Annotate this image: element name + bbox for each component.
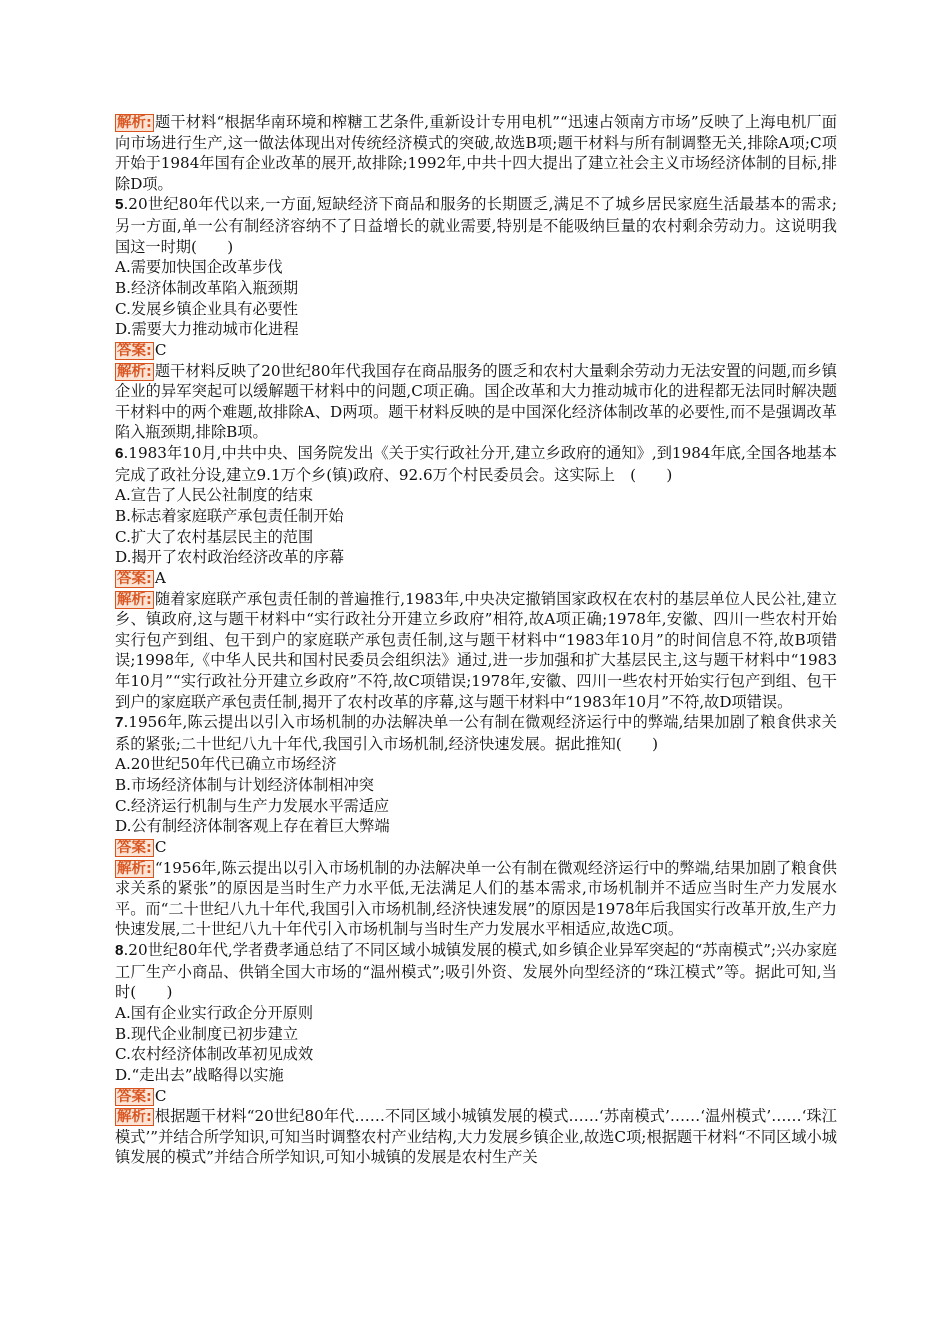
answer-label: 答案: — [117, 840, 152, 857]
question-text: .1956年,陈云提出以引入市场机制的办法解决单一公有制在微观经济运行中的弊端,结果加剧了粮食供求关系的紧张;二十世纪八九十年代,我国引入市场机制,经济快速发展。据此推知( ) — [115, 713, 837, 753]
answer-option: A.需要加快国企改革步伐 — [115, 258, 283, 277]
question-stem — [115, 940, 837, 1003]
answer-line — [115, 340, 837, 361]
answer-option: B.经济体制改革陷入瓶颈期 — [115, 278, 299, 297]
answer-option: C.农村经济体制改革初见成效 — [115, 1045, 314, 1064]
analysis-label: 解析: — [117, 1109, 152, 1126]
analysis-paragraph — [115, 1106, 837, 1168]
analysis-label: 解析: — [117, 363, 152, 380]
question-text: .20世纪80年代以来,一方面,短缺经济下商品和服务的长期匮乏,满足不了城乡居民家庭生活最基本的需求;另一方面,单一公有制经济容纳不了日益增长的就业需要,特别是不能吸纳巨量的农村剩余劳动力。这说明我国这一时期( ) — [115, 195, 837, 256]
answer-option: B.标志着家庭联产承包责任制开始 — [115, 506, 344, 525]
answer-option: D.需要大力推动城市化进程 — [115, 320, 299, 339]
answer-line — [115, 568, 837, 589]
question-stem — [115, 194, 837, 257]
answer-option: B.现代企业制度已初步建立 — [115, 1024, 299, 1043]
answer-option: D.揭开了农村政治经济改革的序幕 — [115, 548, 345, 567]
question-number: 7 — [115, 714, 124, 732]
answer-option: D.“走出去”战略得以实施 — [115, 1065, 284, 1084]
answer-option: C.扩大了农村基层民主的范围 — [115, 527, 314, 546]
answer-label: 答案: — [117, 1088, 152, 1105]
answer-value: C — [154, 838, 167, 857]
question-text: .1983年10月,中共中央、国务院发出《关于实行政社分开,建立乡政府的通知》,到1984年底,全国各地基本完成了政社分设,建立9.1万个乡(镇)政府、92.6万个村民委员会。这实际上 ( ) — [115, 443, 837, 484]
answer-label: 答案: — [117, 570, 152, 587]
analysis-paragraph — [115, 858, 837, 940]
answer-value: A — [154, 568, 166, 587]
question-stem — [115, 443, 837, 485]
answer-option: C.发展乡镇企业具有必要性 — [115, 299, 298, 318]
analysis-text: 题干材料反映了20世纪80年代我国存在商品服务的匮乏和农村大量剩余劳动力无法安置的问题,而乡镇企业的异军突起可以缓解题干材料中的问题,C项正确。国企改革和大力推动城市化的进程都无法同时解决题干材料中的两个难题,故排除A、D两项。题干材料反映的是中国深化经济体制改革的必要性,而不是强调改革陷入瓶颈期,排除B项。 — [115, 361, 837, 442]
question-stem — [115, 712, 837, 754]
answer-value: C — [154, 340, 167, 359]
analysis-text: 根据题干材料“20世纪80年代……不同区域小城镇发展的模式……‘苏南模式’……‘温州模式’……‘珠江模式’”并结合所学知识,可知当时调整农村产业结构,大力发展乡镇企业,故选C项;根据题干材料“不同区域小城镇发展的模式”并结合所学知识,可知小城镇的发展是农村生产关 — [115, 1107, 837, 1167]
answer-value: C — [154, 1086, 167, 1105]
question-text: .20世纪80年代,学者费孝通总结了不同区域小城镇发展的模式,如乡镇企业异军突起的“苏南模式”;兴办家庭工厂生产小商品、供销全国大市场的“温州模式”;吸引外资、发展外向型经济的“珠江模式”等。据此可知,当时( ) — [115, 941, 837, 1002]
analysis-label: 解析: — [117, 860, 152, 877]
analysis-text: 题干材料“根据华南环境和榨糖工艺条件,重新设计专用电机”“迅速占领南方市场”反映了上海电机厂面向市场进行生产,这一做法体现出对传统经济模式的突破,故选B项;题干材料与所有制调整无关,排除A项;C项开始于1984年国有企业改革的展开,故排除;1992年,中共十四大提出了建立社会主义市场经济体制的目标,排除D项。 — [115, 113, 837, 193]
analysis-label: 解析: — [117, 591, 152, 608]
answer-line — [115, 837, 837, 858]
analysis-paragraph — [115, 361, 837, 443]
answer-label: 答案: — [117, 342, 152, 359]
answer-option: A.20世纪50年代已确立市场经济 — [115, 755, 337, 774]
question-number: 8 — [115, 942, 124, 960]
analysis-text: 随着家庭联产承包责任制的普遍推行,1983年,中央决定撤销国家政权在农村的基层单位人民公社,建立乡、镇政府,这与题干材料中“实行政社分开建立乡政府”相符,故A项正确;1978年,安徽、四川一些农村开始实行包产到组、包干到户的家庭联产承包责任制,这与题干材料中“1983年10月”的时间信息不符,故B项错误;1998年,《中华人民共和国村民委员会组织法》通过,进一步加强和扩大基层民主,这与题干材料中“1983年10月”“实行政社分开建立乡政府”不符,故C项错误;1978年,安徽、四川一些农村开始实行包产到组、包干到户的家庭联产承包责任制,揭开了农村改革的序幕,这与题干材料中“1983年10月”不符,故D项错误。 — [115, 589, 837, 711]
analysis-text: “1956年,陈云提出以引入市场机制的办法解决单一公有制在微观经济运行中的弊端,结果加剧了粮食供求关系的紧张”的原因是当时生产力水平低,无法满足人们的基本需求,市场机制并不适应当时生产力发展水平。而“二十世纪八九十年代,我国引入市场机制,经济快速发展”的原因是1978年后我国实行改革开放,生产力快速发展,二十世纪八九十年代引入市场机制与当时生产力发展水平相适应,故选C项。 — [115, 858, 837, 939]
answer-option: A.宣告了人民公社制度的结束 — [115, 486, 314, 505]
question-number: 6 — [115, 444, 124, 462]
analysis-label: 解析: — [117, 115, 152, 131]
answer-option: B.市场经济体制与计划经济体制相冲突 — [115, 775, 374, 794]
document-page — [115, 112, 837, 1168]
answer-line — [115, 1086, 837, 1107]
answer-option: D.公有制经济体制客观上存在着巨大弊端 — [115, 817, 390, 836]
question-number: 5 — [115, 196, 124, 214]
analysis-paragraph — [115, 112, 837, 194]
analysis-paragraph — [115, 589, 837, 713]
answer-option: C.经济运行机制与生产力发展水平需适应 — [115, 796, 390, 815]
answer-option: A.国有企业实行政企分开原则 — [115, 1003, 314, 1022]
